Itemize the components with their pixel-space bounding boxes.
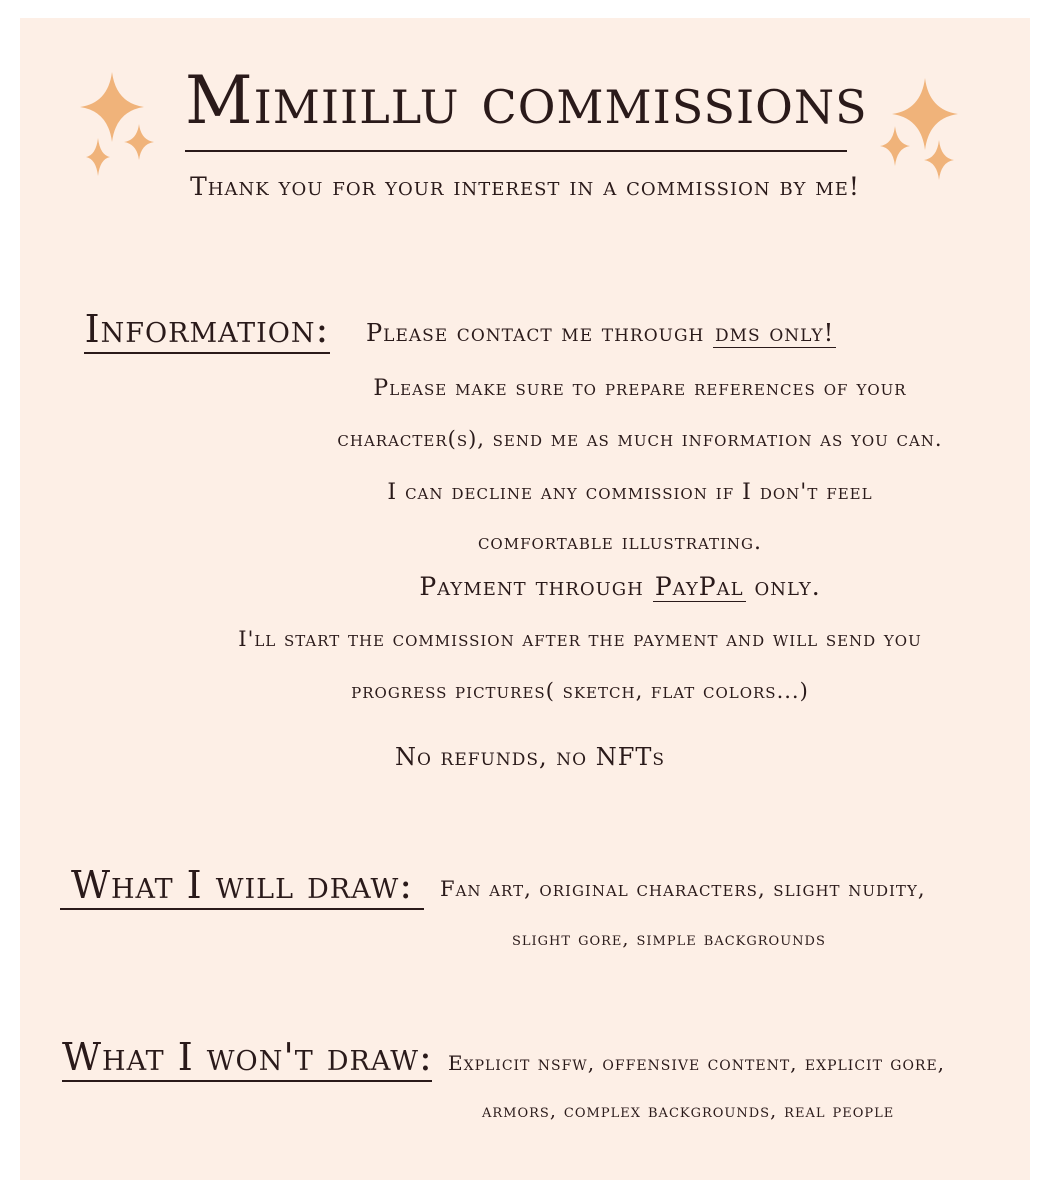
contact-text: Please contact me through xyxy=(366,319,705,347)
information-line-3: character(s), send me as much information as you can. xyxy=(337,427,943,451)
information-line-8: progress pictures( sketch, flat colors...) xyxy=(351,679,809,703)
sparkle-icon-left-small xyxy=(124,124,154,160)
sparkle-icon-left-tiny xyxy=(86,138,110,176)
information-line-2: Please make sure to prepare references of your xyxy=(373,376,907,401)
wont-draw-line-1: Explicit nsfw, offensive content, explicit gore, xyxy=(448,1051,946,1075)
information-payment-line xyxy=(300,572,940,602)
information-line-5: comfortable illustrating. xyxy=(477,530,763,555)
will-draw-heading: What I will draw: xyxy=(60,862,424,910)
will-draw-line-1: Fan art, original characters, slight nudity, xyxy=(440,877,926,901)
payment-suffix: only. xyxy=(754,572,821,601)
payment-text: Payment through xyxy=(419,572,644,601)
wont-draw-line-2: armors, complex backgrounds, real people xyxy=(482,1100,895,1122)
contact-dms-link: dms only! xyxy=(715,319,835,347)
information-line-9: No refunds, no NFTs xyxy=(394,743,666,771)
wont-draw-heading: What I won't draw: xyxy=(62,1034,432,1082)
information-line-4: I can decline any commission if I don't feel xyxy=(387,480,873,505)
subtitle: Thank you for your interest in a commission by me! xyxy=(190,172,860,201)
page-title: Mimiillu commissions xyxy=(185,52,847,152)
information-heading: Information: xyxy=(84,306,330,354)
information-contact-line xyxy=(366,318,836,348)
will-draw-line-2: slight gore, simple backgrounds xyxy=(512,928,826,950)
paypal-link: PayPal xyxy=(654,572,744,601)
information-line-7: I'll start the commission after the payment and will send you xyxy=(238,627,922,651)
sparkle-icon-right-small xyxy=(880,126,910,166)
